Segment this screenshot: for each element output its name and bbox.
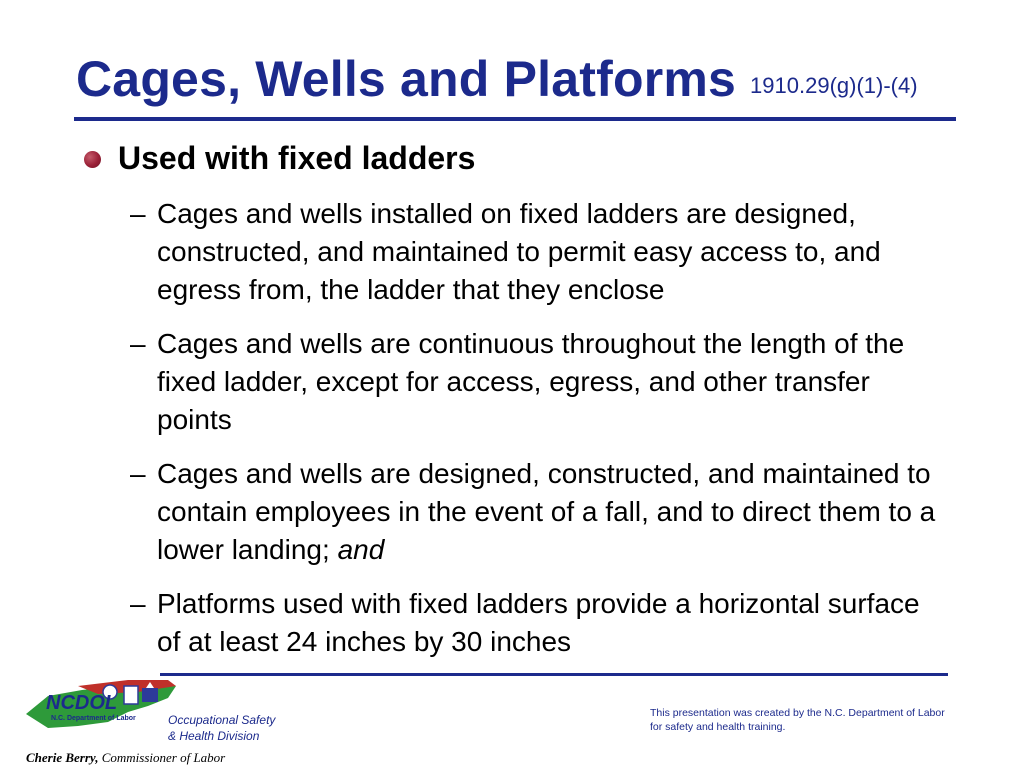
title-main: Cages, Wells and Platforms: [76, 51, 737, 107]
sub-bullet-text: Cages and wells are continuous throughout the length of the fixed ladder, except for access, egress, and other transfer points: [157, 328, 905, 435]
footer-divider: [160, 673, 948, 676]
dash-icon: –: [130, 198, 146, 229]
commissioner-name: Cherie Berry,: [26, 750, 99, 765]
sub-bullet-list: [130, 195, 950, 677]
dash-icon: –: [130, 458, 146, 489]
dash-icon: –: [130, 588, 146, 619]
title-reference: 1910.29(g)(1)-(4): [750, 73, 918, 98]
sub-bullet-italic: and: [337, 534, 385, 565]
sub-bullet: [130, 195, 950, 309]
division-name: [168, 712, 275, 744]
sub-bullet-text: Platforms used with fixed ladders provide a horizontal surface of at least 24 inches by 30 inches: [157, 588, 920, 657]
footer-note: This presentation was created by the N.C. Department of Labor for safety and health training.: [650, 707, 945, 733]
sub-bullet: [130, 325, 950, 439]
sub-bullet: [130, 455, 950, 569]
slide-title: [76, 50, 918, 108]
commissioner-role: Commissioner of Labor: [101, 750, 226, 765]
division-line-2: & Health Division: [168, 729, 260, 743]
bullet-dot-icon: [84, 151, 101, 168]
main-bullet-text: Used with fixed ladders: [118, 140, 476, 176]
logo-text: NCDOL: [46, 692, 118, 714]
sub-bullet-text: Cages and wells installed on fixed ladders are designed, constructed, and maintained to permit easy access to, and egress from, the ladder that they enclose: [157, 198, 881, 305]
commissioner-credit: [26, 750, 225, 766]
sub-bullet-text: Cages and wells are designed, constructed, and maintained to contain employees in the event of a fall, and to direct them to a lower landing;: [157, 458, 936, 565]
sub-bullet: [130, 585, 950, 661]
title-underline: [74, 117, 956, 121]
logo-subtitle: N.C. Department of Labor: [51, 715, 136, 722]
division-line-1: Occupational Safety: [168, 713, 276, 727]
dash-icon: –: [130, 328, 146, 359]
